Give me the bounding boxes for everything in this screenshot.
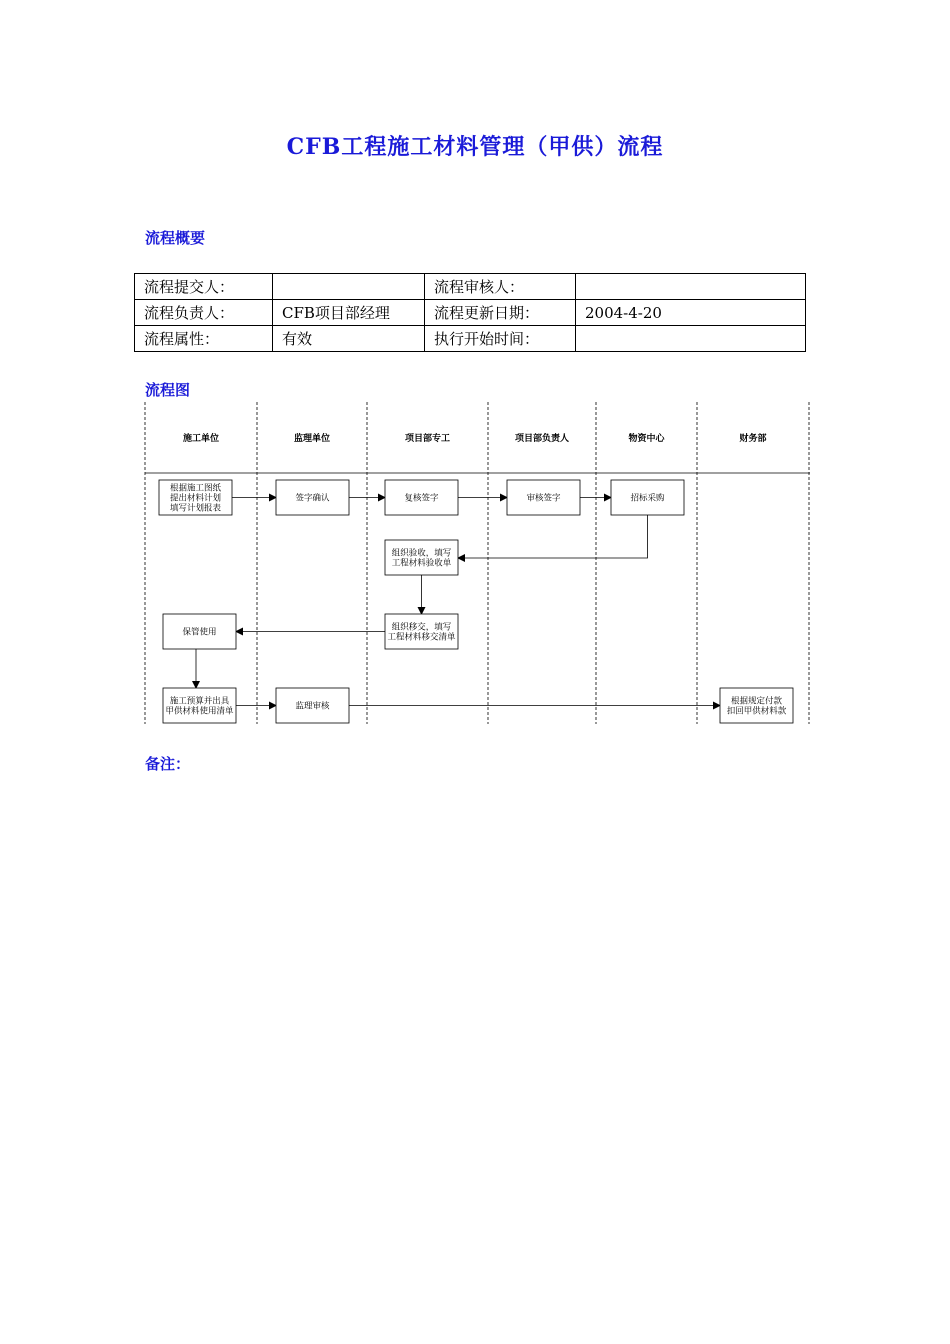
flow-box-text: 审核签字 (526, 493, 561, 504)
update-date-label: 流程更新日期： (425, 300, 576, 326)
flow-box-text: 工程材料验收单 (391, 558, 452, 569)
flow-box-text: 组织移交，填写 (391, 622, 452, 633)
flow-box-text: 复核签字 (404, 493, 439, 504)
flow-arrow (458, 515, 648, 558)
flow-box-text: 工程材料移交清单 (387, 632, 456, 643)
flow-box-text: 监理审核 (295, 701, 330, 712)
overview-heading: 流程概要 (145, 229, 206, 247)
start-time-value (576, 326, 806, 352)
update-date-value: 2004-4-20 (576, 300, 806, 326)
flow-box-text: 根据规定付款 (730, 696, 783, 707)
lane-label: 财务部 (739, 434, 767, 444)
flow-box-text: 提出材料计划 (169, 493, 222, 504)
page-title: CFB工程施工材料管理（甲供）流程 (286, 134, 664, 160)
lane-label: 项目部负责人 (514, 434, 570, 444)
start-time-label: 执行开始时间： (425, 326, 576, 352)
flow-box-text: 根据施工图纸 (169, 483, 222, 494)
flow-box-text: 签字确认 (295, 493, 330, 504)
flow-box-text: 组织验收，填写 (391, 548, 452, 559)
lane-label: 项目部专工 (404, 434, 451, 444)
submitter-label: 流程提交人： (135, 274, 273, 300)
remarks-heading: 备注： (145, 755, 191, 773)
attribute-label: 流程属性： (135, 326, 273, 352)
attribute-value: 有效 (273, 326, 425, 352)
lane-label: 监理单位 (293, 434, 331, 444)
overview-table (134, 273, 806, 352)
lane-label: 物资中心 (628, 434, 665, 444)
flow-box-text: 甲供材料使用清单 (165, 706, 234, 717)
table-row (135, 274, 806, 300)
lane-label: 施工单位 (182, 434, 220, 444)
flow-box-text: 保管使用 (182, 627, 217, 638)
owner-value: CFB项目部经理 (273, 300, 425, 326)
reviewer-value (576, 274, 806, 300)
table-row (135, 300, 806, 326)
flow-box-text: 施工预算并出具 (169, 696, 230, 707)
table-row (135, 326, 806, 352)
flow-box-text: 填写计划报表 (169, 503, 222, 514)
submitter-value (273, 274, 425, 300)
flow-box-text: 扣回甲供材料款 (726, 706, 787, 717)
flow-box-text: 招标采购 (630, 493, 665, 504)
flowchart (144, 402, 811, 724)
owner-label: 流程负责人： (135, 300, 273, 326)
flowchart-heading: 流程图 (145, 381, 191, 399)
reviewer-label: 流程审核人： (425, 274, 576, 300)
